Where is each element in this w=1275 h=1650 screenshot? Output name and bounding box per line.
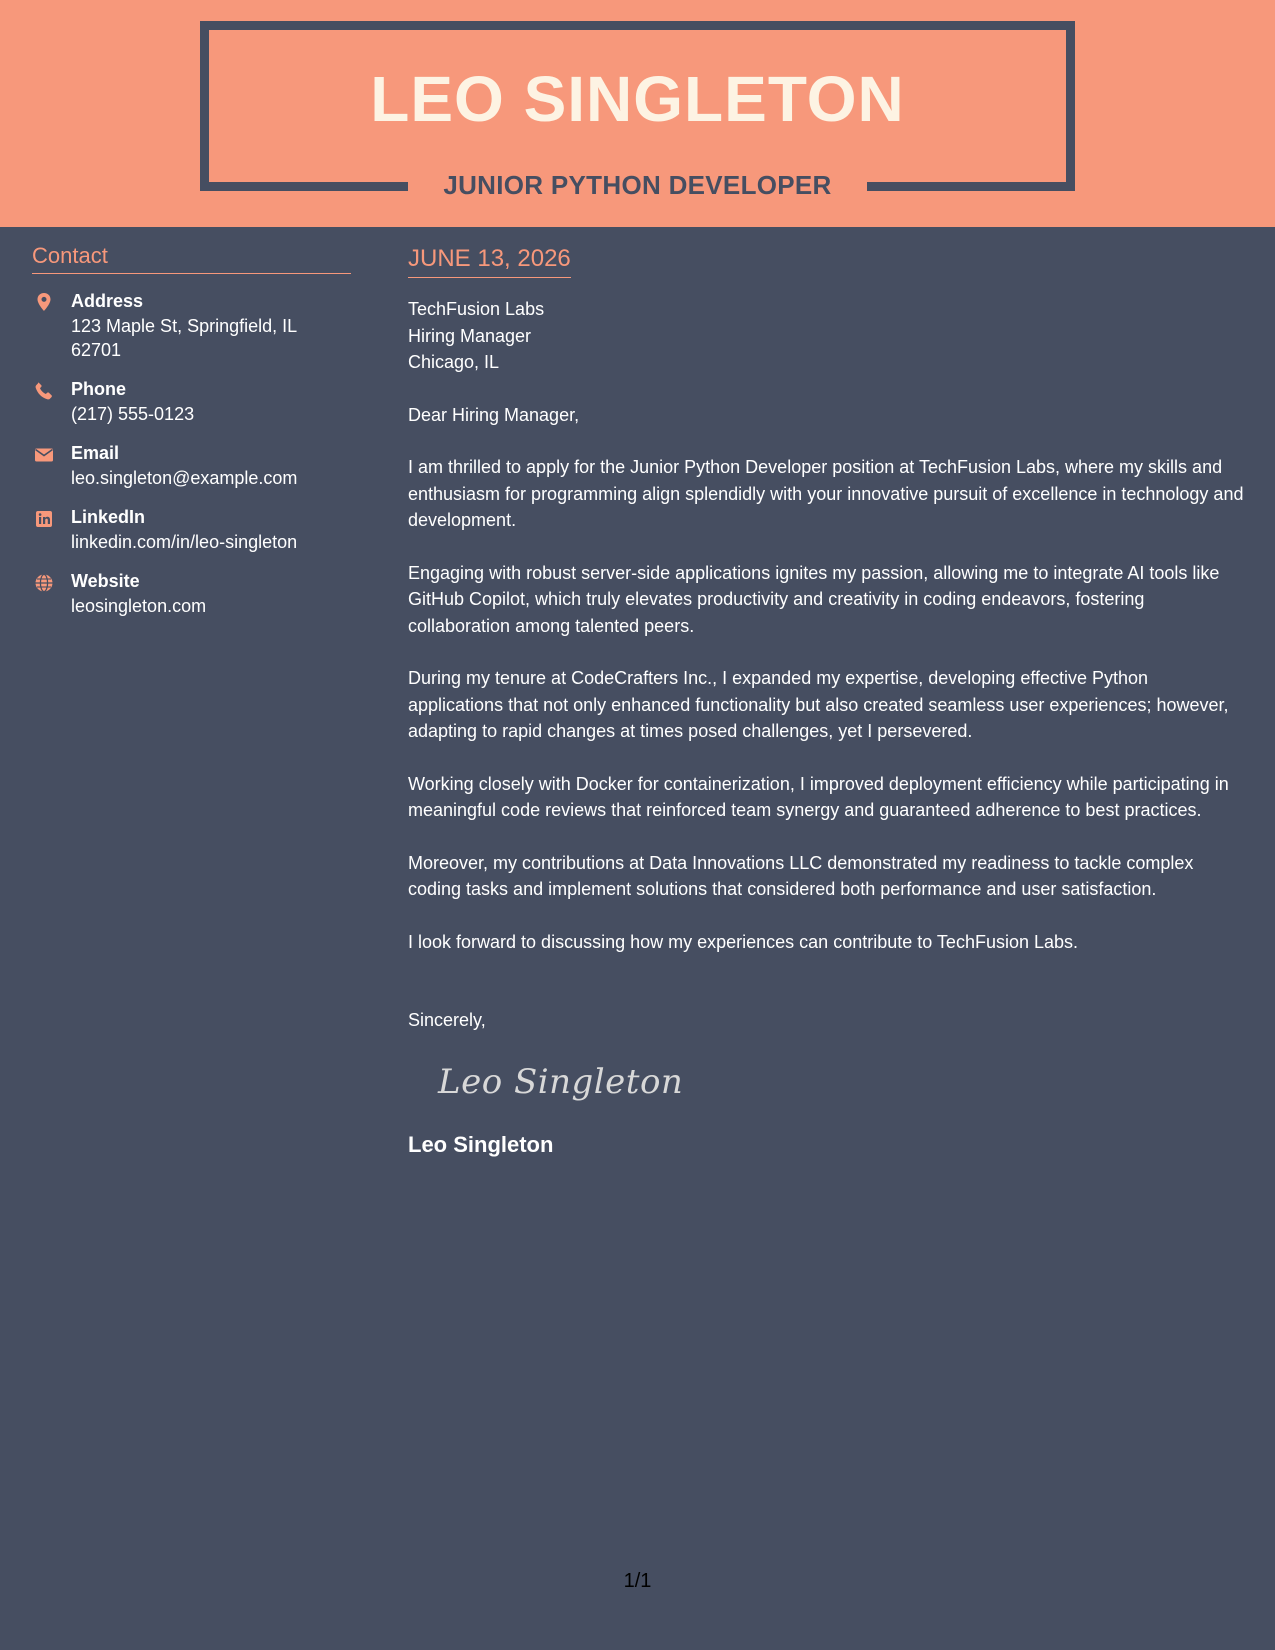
contact-label: Phone bbox=[71, 379, 127, 399]
recipient-location: Chicago, IL bbox=[408, 352, 500, 372]
job-title: JUNIOR PYTHON DEVELOPER bbox=[443, 170, 832, 200]
contact-item-phone bbox=[32, 376, 351, 426]
letter-paragraph: Engaging with robust server-side applications ignites my passion, allowing me to integrate AI tools like GitHub Copilot, which truly elevates productivity and creativity in coding endeavors, fostering collaboration among talented peers. bbox=[408, 562, 1220, 636]
contact-label: Website bbox=[71, 571, 140, 591]
contact-label: Address bbox=[71, 291, 144, 311]
letter-paragraph: Working closely with Docker for containerization, I improved deployment efficiency while participating in meaningful code reviews that reinforced team synergy and guaranteed adherence to best practices. bbox=[408, 773, 1229, 820]
contact-item-linkedin bbox=[32, 504, 351, 554]
job-title-container bbox=[408, 165, 867, 205]
globe-icon bbox=[32, 571, 56, 595]
page-number: 1/1 bbox=[623, 1570, 652, 1592]
signature: Leo Singleton bbox=[438, 1061, 684, 1102]
contact-item-address bbox=[32, 288, 351, 362]
linkedin-icon bbox=[32, 507, 56, 531]
applicant-name: LEO SINGLETON bbox=[370, 63, 905, 135]
header-banner bbox=[0, 0, 1275, 227]
contact-item-website bbox=[32, 568, 351, 618]
contact-value: 123 Maple St, Springfield, IL 62701 bbox=[71, 316, 297, 360]
letter-body bbox=[408, 245, 1248, 1158]
email-icon bbox=[32, 443, 56, 467]
contact-value: leo.singleton@example.com bbox=[71, 468, 298, 488]
recipient-role: Hiring Manager bbox=[408, 325, 532, 346]
signer-name: Leo Singleton bbox=[408, 1131, 554, 1157]
letter-paragraph: Moreover, my contributions at Data Innovations LLC demonstrated my readiness to tackle complex coding tasks and implement solutions that considered both performance and user satisfaction. bbox=[408, 852, 1194, 899]
contact-heading: Contact bbox=[32, 243, 351, 274]
letter-date: JUNE 13, 2026 bbox=[408, 245, 571, 278]
recipient-block bbox=[408, 296, 1248, 376]
contact-value: leosingleton.com bbox=[71, 596, 207, 616]
letter-paragraph: During my tenure at CodeCrafters Inc., I expanded my expertise, developing effective Python applications that not only enhanced functionality but also created seamless user experiences; however, adapting to rapid changes at times posed challenges, yet I persevered. bbox=[408, 668, 1229, 741]
contact-value: (217) 555-0123 bbox=[71, 404, 195, 424]
contact-label: LinkedIn bbox=[71, 507, 146, 527]
salutation: Dear Hiring Manager, bbox=[408, 404, 580, 425]
contact-value: linkedin.com/in/leo-singleton bbox=[71, 532, 298, 552]
contact-label: Email bbox=[71, 443, 120, 463]
closing: Sincerely, bbox=[408, 1010, 486, 1030]
letter-paragraph: I look forward to discussing how my experiences can contribute to TechFusion Labs. bbox=[408, 931, 1079, 952]
phone-icon bbox=[32, 379, 56, 403]
recipient-company: TechFusion Labs bbox=[408, 299, 545, 319]
contact-item-email bbox=[32, 440, 351, 490]
letter-paragraph: I am thrilled to apply for the Junior Python Developer position at TechFusion Labs, where my skills and enthusiasm for programming align splendidly with your innovative pursuit of excellence in technology and development. bbox=[408, 457, 1244, 530]
map-pin-icon bbox=[32, 291, 56, 315]
contact-sidebar bbox=[32, 243, 351, 618]
